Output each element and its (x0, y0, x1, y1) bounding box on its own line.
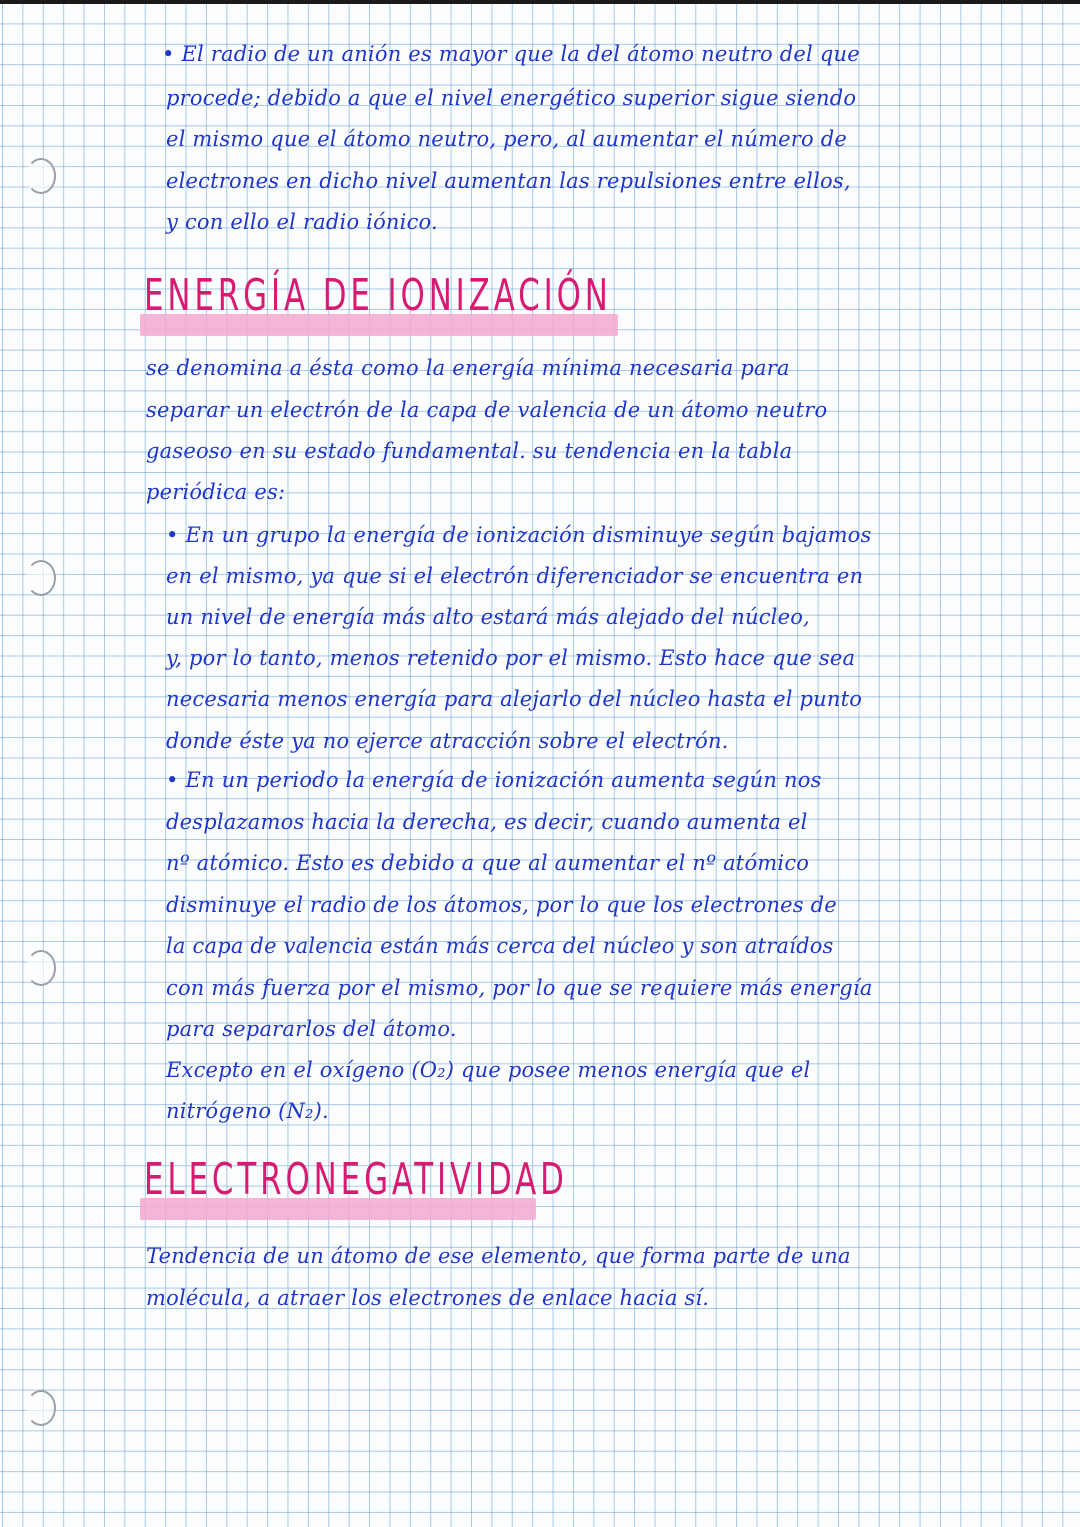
text-line: la capa de valencia están más cerca del núcleo y son atraídos (166, 934, 834, 958)
text-line: un nivel de energía más alto estará más alejado del núcleo, (166, 605, 810, 629)
text-line: para separarlos del átomo. (166, 1017, 457, 1041)
scan-top-edge (0, 0, 1080, 4)
text-line: electrones en dicho nivel aumentan las repulsiones entre ellos, (166, 169, 851, 193)
text-line: • El radio de un anión es mayor que la del átomo neutro del que (162, 42, 860, 66)
text-line: • En un periodo la energía de ionización aumenta según nos (166, 768, 822, 792)
binder-hole (26, 158, 56, 194)
text-line: y con ello el radio iónico. (166, 210, 438, 234)
text-line: donde éste ya no ejerce atracción sobre el electrón. (166, 729, 729, 753)
text-line: separar un electrón de la capa de valencia de un átomo neutro (146, 398, 828, 422)
text-line: periódica es: (146, 480, 286, 504)
binder-hole (26, 950, 56, 986)
binder-hole (26, 1390, 56, 1426)
text-line: Excepto en el oxígeno (O₂) que posee menos energía que el (166, 1058, 811, 1082)
text-line: procede; debido a que el nivel energético superior sigue siendo (166, 86, 857, 110)
heading-text: ENERGÍA DE IONIZACIÓN (144, 270, 612, 321)
text-line: en el mismo, ya que si el electrón diferenciador se encuentra en (166, 564, 864, 588)
text-line: se denomina a ésta como la energía mínima necesaria para (146, 356, 790, 380)
text-line: y, por lo tanto, menos retenido por el mismo. Esto hace que sea (166, 646, 856, 670)
text-line: • En un grupo la energía de ionización disminuye según bajamos (166, 523, 872, 547)
heading-text: ELECTRONEGATIVIDAD (144, 1154, 568, 1205)
text-line: gaseoso en su estado fundamental. su tendencia en la tabla (146, 439, 793, 463)
text-line: molécula, a atraer los electrones de enlace hacia sí. (146, 1286, 710, 1310)
text-line: necesaria menos energía para alejarlo del núcleo hasta el punto (166, 687, 863, 711)
text-line: nº atómico. Esto es debido a que al aumentar el nº atómico (166, 851, 810, 875)
section-heading-electronegativity (140, 1150, 568, 1210)
text-line: Tendencia de un átomo de ese elemento, que forma parte de una (146, 1244, 851, 1268)
text-line: nitrógeno (N₂). (166, 1099, 329, 1123)
text-line: el mismo que el átomo neutro, pero, al aumentar el número de (166, 127, 847, 151)
text-line: con más fuerza por el mismo, por lo que se requiere más energía (166, 976, 873, 1000)
binder-hole (26, 560, 56, 596)
section-heading-ionization (140, 264, 620, 324)
text-line: disminuye el radio de los átomos, por lo que los electrones de (166, 893, 837, 917)
text-line: desplazamos hacia la derecha, es decir, cuando aumenta el (166, 810, 808, 834)
